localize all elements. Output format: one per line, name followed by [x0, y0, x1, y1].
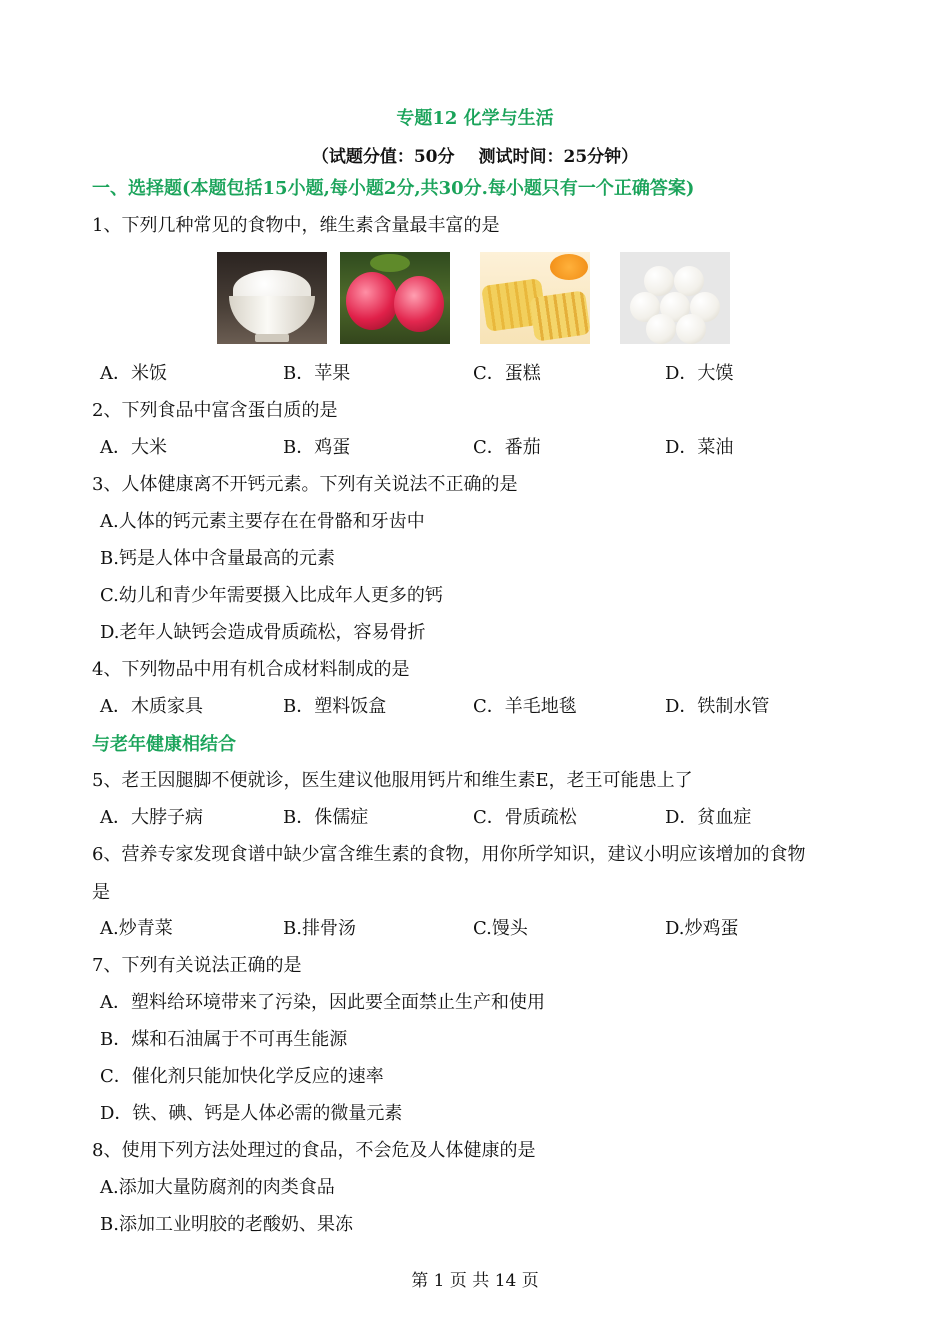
q3-option-d: D.老年人缺钙会造成骨质疏松，容易骨折: [100, 622, 426, 643]
question-6-stem-line-1: 6、营养专家发现食谱中缺少富含维生素的食物，用你所学知识，建议小明应该增加的食物: [92, 844, 806, 865]
q4-option-d: D．铁制水管: [665, 696, 770, 717]
q5-option-d: D．贫血症: [665, 807, 752, 828]
section-heading-choice: 一、选择题(本题包括15小题,每小题2分,共30分.每小题只有一个正确答案): [92, 178, 695, 199]
question-3-stem: 3、人体健康离不开钙元素。下列有关说法不正确的是: [92, 474, 518, 495]
steamed-bun-image: [620, 252, 730, 344]
question-7-stem: 7、下列有关说法正确的是: [92, 955, 302, 976]
question-8-stem: 8、使用下列方法处理过的食品，不会危及人体健康的是: [92, 1140, 536, 1161]
q7-option-d: D．铁、碘、钙是人体必需的微量元素: [100, 1103, 403, 1124]
q6-option-b: B.排骨汤: [283, 918, 356, 939]
q1-option-b: B．苹果: [283, 363, 351, 384]
q4-option-c: C．羊毛地毯: [473, 696, 577, 717]
q2-option-a: A．大米: [100, 437, 167, 458]
score-info: （试题分值：50分: [311, 147, 455, 167]
question-4-stem: 4、下列物品中用有机合成材料制成的是: [92, 659, 410, 680]
q1-option-a: A．米饭: [100, 363, 167, 384]
q3-option-a: A.人体的钙元素主要存在在骨骼和牙齿中: [100, 511, 425, 532]
q8-option-a: A.添加大量防腐剂的肉类食品: [100, 1177, 335, 1198]
q4-option-b: B．塑料饭盒: [283, 696, 387, 717]
apple-image: [340, 252, 450, 344]
q2-option-b: B．鸡蛋: [283, 437, 351, 458]
section-heading-elderly-health: 与老年健康相结合: [92, 734, 236, 755]
q3-option-b: B.钙是人体中含量最高的元素: [100, 548, 335, 569]
q7-option-b: B．煤和石油属于不可再生能源: [100, 1029, 348, 1050]
page-subtitle: [0, 142, 950, 167]
question-2-stem: 2、下列食品中富含蛋白质的是: [92, 400, 338, 421]
q1-option-c: C．蛋糕: [473, 363, 541, 384]
q4-option-a: A．木质家具: [100, 696, 203, 717]
q7-option-c: C．催化剂只能加快化学反应的速率: [100, 1066, 384, 1087]
cake-image: [480, 252, 590, 344]
q6-option-a: A.炒青菜: [100, 918, 173, 939]
q7-option-a: A．塑料给环境带来了污染，因此要全面禁止生产和使用: [100, 992, 545, 1013]
page-title: 专题12 化学与生活: [396, 108, 554, 129]
q8-option-b: B.添加工业明胶的老酸奶、果冻: [100, 1214, 353, 1235]
q2-option-d: D．菜油: [665, 437, 734, 458]
q1-option-d: D．大馍: [665, 363, 734, 384]
time-info: 测试时间：25分钟）: [478, 147, 639, 167]
q6-option-c: C.馒头: [473, 918, 528, 939]
q5-option-c: C．骨质疏松: [473, 807, 577, 828]
question-1-stem: 1、下列几种常见的食物中，维生素含量最丰富的是: [92, 215, 500, 236]
q6-option-d: D.炒鸡蛋: [665, 918, 739, 939]
question-6-stem-line-2: 是: [92, 882, 110, 903]
page-footer: 第 1 页 共 14 页: [411, 1271, 539, 1291]
question-5-stem: 5、老王因腿脚不便就诊，医生建议他服用钙片和维生素E，老王可能患上了: [92, 770, 693, 791]
q5-option-a: A．大脖子病: [100, 807, 203, 828]
q2-option-c: C．番茄: [473, 437, 541, 458]
q3-option-c: C.幼儿和青少年需要摄入比成年人更多的钙: [100, 585, 443, 606]
q5-option-b: B．侏儒症: [283, 807, 369, 828]
rice-image: [217, 252, 327, 344]
